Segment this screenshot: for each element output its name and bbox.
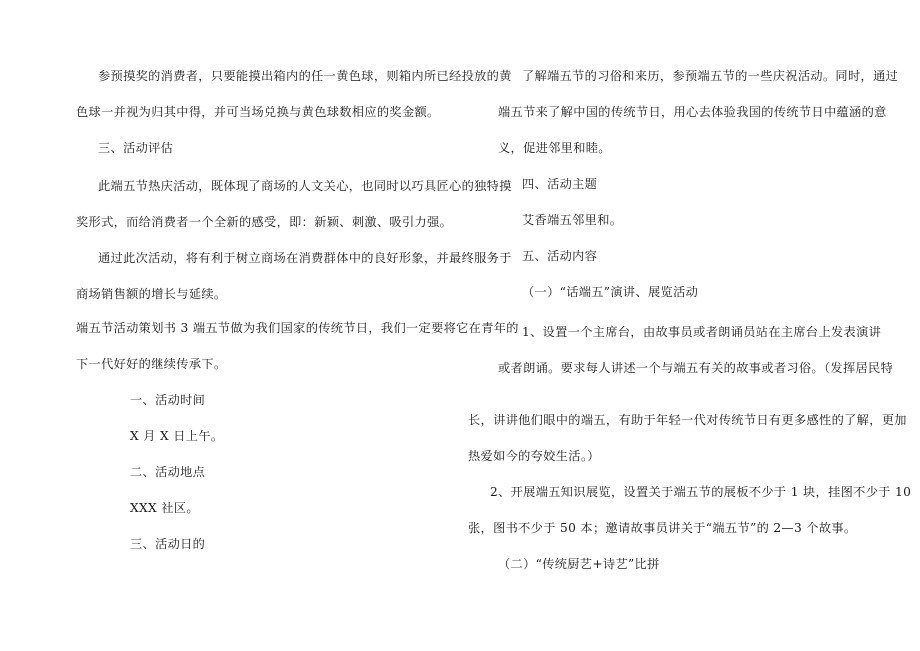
left-line-6: 通过此次活动，将有利于树立商场在消费群体中的良好形象，并最终服务于 (98, 251, 512, 265)
section-heading-time: 一、活动时间 (130, 393, 206, 407)
section-heading-evaluation: 三、活动评估 (98, 141, 174, 155)
subheading-cooking-poetry: （二）“传统厨艺+诗艺”比拼 (498, 557, 660, 571)
activity-theme-value: 艾香端五邻里和。 (522, 213, 623, 227)
left-line-7: 商场销售额的增长与延续。 (76, 287, 227, 301)
subheading-speech-exhibition: （一）“话端五”演讲、展览活动 (522, 285, 699, 299)
left-line-4: 此端五节热庆活动，既体现了商场的人文关心，也同时以巧具匠心的独特摸 (98, 179, 512, 193)
activity-location-value: XXX 社区。 (130, 501, 199, 515)
right-line-10: 长，讲讲他们眼中的端五，有助于年轻一代对传统节日有更多感性的了解，更加 (468, 413, 907, 427)
right-line-11: 热爱如今的夸姣生活。） (468, 449, 600, 463)
section-heading-location: 二、活动地点 (130, 465, 206, 479)
left-line-1: 参预摸奖的消费者，只要能摸出箱内的任一黄色球，则箱内所已经投放的黄 (98, 69, 512, 83)
right-line-8: 1、设置一个主席台，由故事员或者朗诵员站在主席台上发表演讲 (522, 325, 882, 339)
left-line-5: 奖形式，而给消费者一个全新的感受，即：新颖、刺激、吸引力强。 (76, 215, 453, 229)
right-line-2: 端五节来了解中国的传统节日，用心去体验我国的传统节日中蕴涵的意 (498, 105, 887, 119)
left-line-9: 下一代好好的继续传承下。 (76, 357, 227, 371)
activity-time-value: X 月 X 日上午。 (130, 429, 224, 443)
right-line-1: 了解端五节的习俗和来历，参预端五节的一些庆祝活动。同时，通过 (522, 69, 899, 83)
section-heading-purpose: 三、活动日的 (130, 537, 206, 551)
section-heading-content: 五、活动内容 (522, 249, 598, 263)
section-heading-theme: 四、活动主题 (522, 177, 598, 191)
right-line-13: 张，图书不少于 50 本；邀请故事员讲关于“端五节”的 2—3 个故事。 (468, 521, 857, 535)
right-line-12: 2、开展端五知识展览，设置关于端五节的展板不少于 1 块，挂图不少于 10 (490, 485, 912, 499)
right-line-9: 或者朗诵。要求每人讲述一个与端五有关的故事或者习俗。（发挥居民特 (498, 361, 894, 375)
left-line-2: 色球一并视为归其中得，并可当场兑换与黄色球数相应的奖金额。 (76, 105, 440, 119)
plan-title-line: 端五节活动策划书 3 端五节做为我们国家的传统节日，我们一定要将它在青年的 (76, 321, 519, 335)
right-line-3: 义，促进邻里和睦。 (498, 141, 611, 155)
